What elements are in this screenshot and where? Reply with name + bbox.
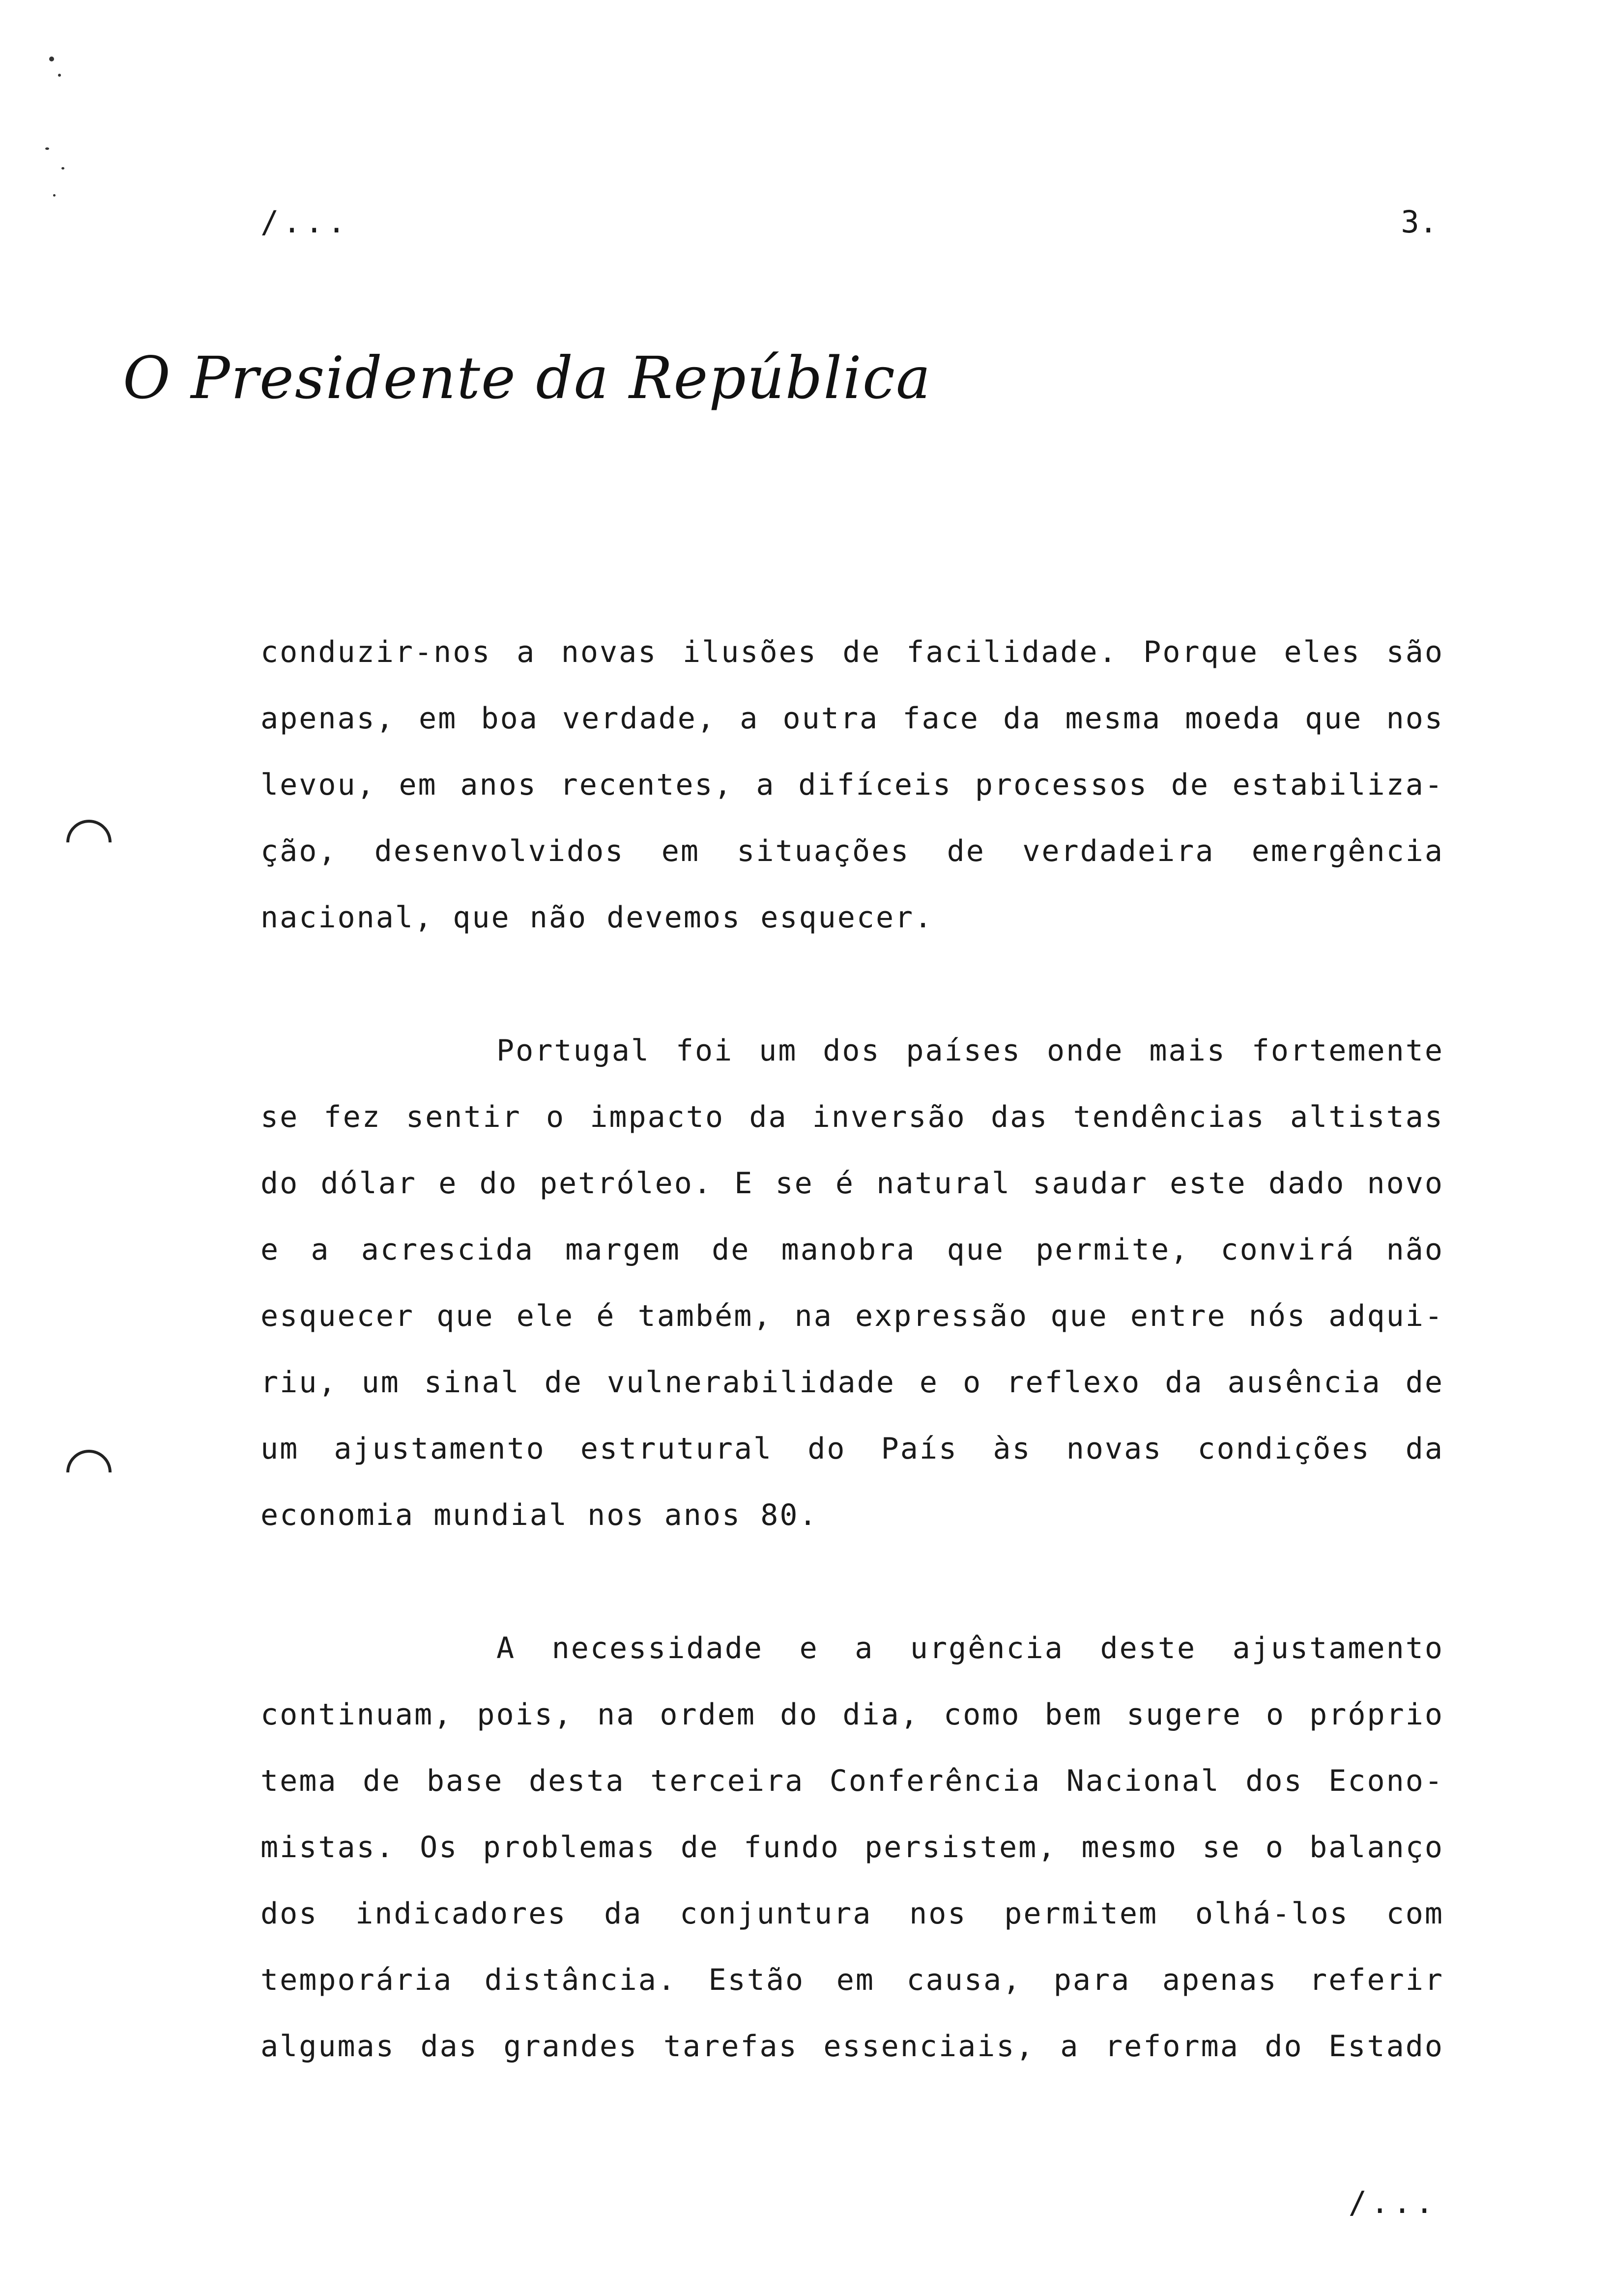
text-line: conduzir-nos a novas ilusões de facilidade. Porque eles são: [260, 635, 1444, 669]
text-line: se fez sentir o impacto da inversão das tendências altistas: [260, 1100, 1444, 1134]
text-line: riu, um sinal de vulnerabilidade e o reflexo da ausência de: [260, 1365, 1444, 1400]
text-line: um ajustamento estrutural do País às novas condições da: [260, 1432, 1444, 1466]
body-text: [260, 619, 1444, 2147]
scan-speck: [49, 57, 54, 61]
text-line: algumas das grandes tarefas essenciais, a reforma do Estado: [260, 2029, 1444, 2064]
text-line: A necessidade e a urgência deste ajustamento: [496, 1631, 1444, 1665]
text-line: apenas, em boa verdade, a outra face da mesma moeda que nos: [260, 701, 1444, 736]
text-line: esquecer que ele é também, na expressão que entre nós adqui-: [260, 1299, 1444, 1333]
scan-speck: [53, 194, 56, 197]
paragraph-2: [260, 1018, 1444, 1549]
text-line: economia mundial nos anos 80.: [260, 1498, 818, 1532]
punch-hole-mark: [57, 810, 121, 874]
page-number: 3.: [1401, 204, 1438, 240]
text-line: dos indicadores da conjuntura nos permitem olhá-los com: [260, 1896, 1444, 1931]
scan-speck: [58, 74, 61, 77]
scan-speck: [61, 167, 64, 170]
text-line: temporária distância. Estão em causa, para apenas referir: [260, 1963, 1444, 1997]
punch-hole-mark: [57, 1440, 121, 1504]
text-line: continuam, pois, na ordem do dia, como bem sugere o próprio: [260, 1697, 1444, 1732]
scan-speck: [45, 147, 49, 150]
text-line: ção, desenvolvidos em situações de verdadeira emergência: [260, 834, 1444, 868]
text-line: nacional, que não devemos esquecer.: [260, 900, 934, 935]
footer-continuation-mark: /...: [1348, 2184, 1438, 2220]
header-continuation-mark: /...: [260, 204, 350, 240]
text-line: levou, em anos recentes, a difíceis processos de estabiliza-: [260, 768, 1444, 802]
text-line: tema de base desta terceira Conferência Nacional dos Econo-: [260, 1764, 1444, 1798]
text-line: Portugal foi um dos países onde mais fortemente: [496, 1033, 1444, 1068]
paragraph-1: [260, 619, 1444, 951]
text-line: e a acrescida margem de manobra que permite, convirá não: [260, 1233, 1444, 1267]
paragraph-3: [260, 1615, 1444, 2080]
text-line: do dólar e do petróleo. E se é natural saudar este dado novo: [260, 1166, 1444, 1201]
letterhead-title: O Presidente da República: [123, 344, 932, 412]
text-line: mistas. Os problemas de fundo persistem, mesmo se o balanço: [260, 1830, 1444, 1865]
